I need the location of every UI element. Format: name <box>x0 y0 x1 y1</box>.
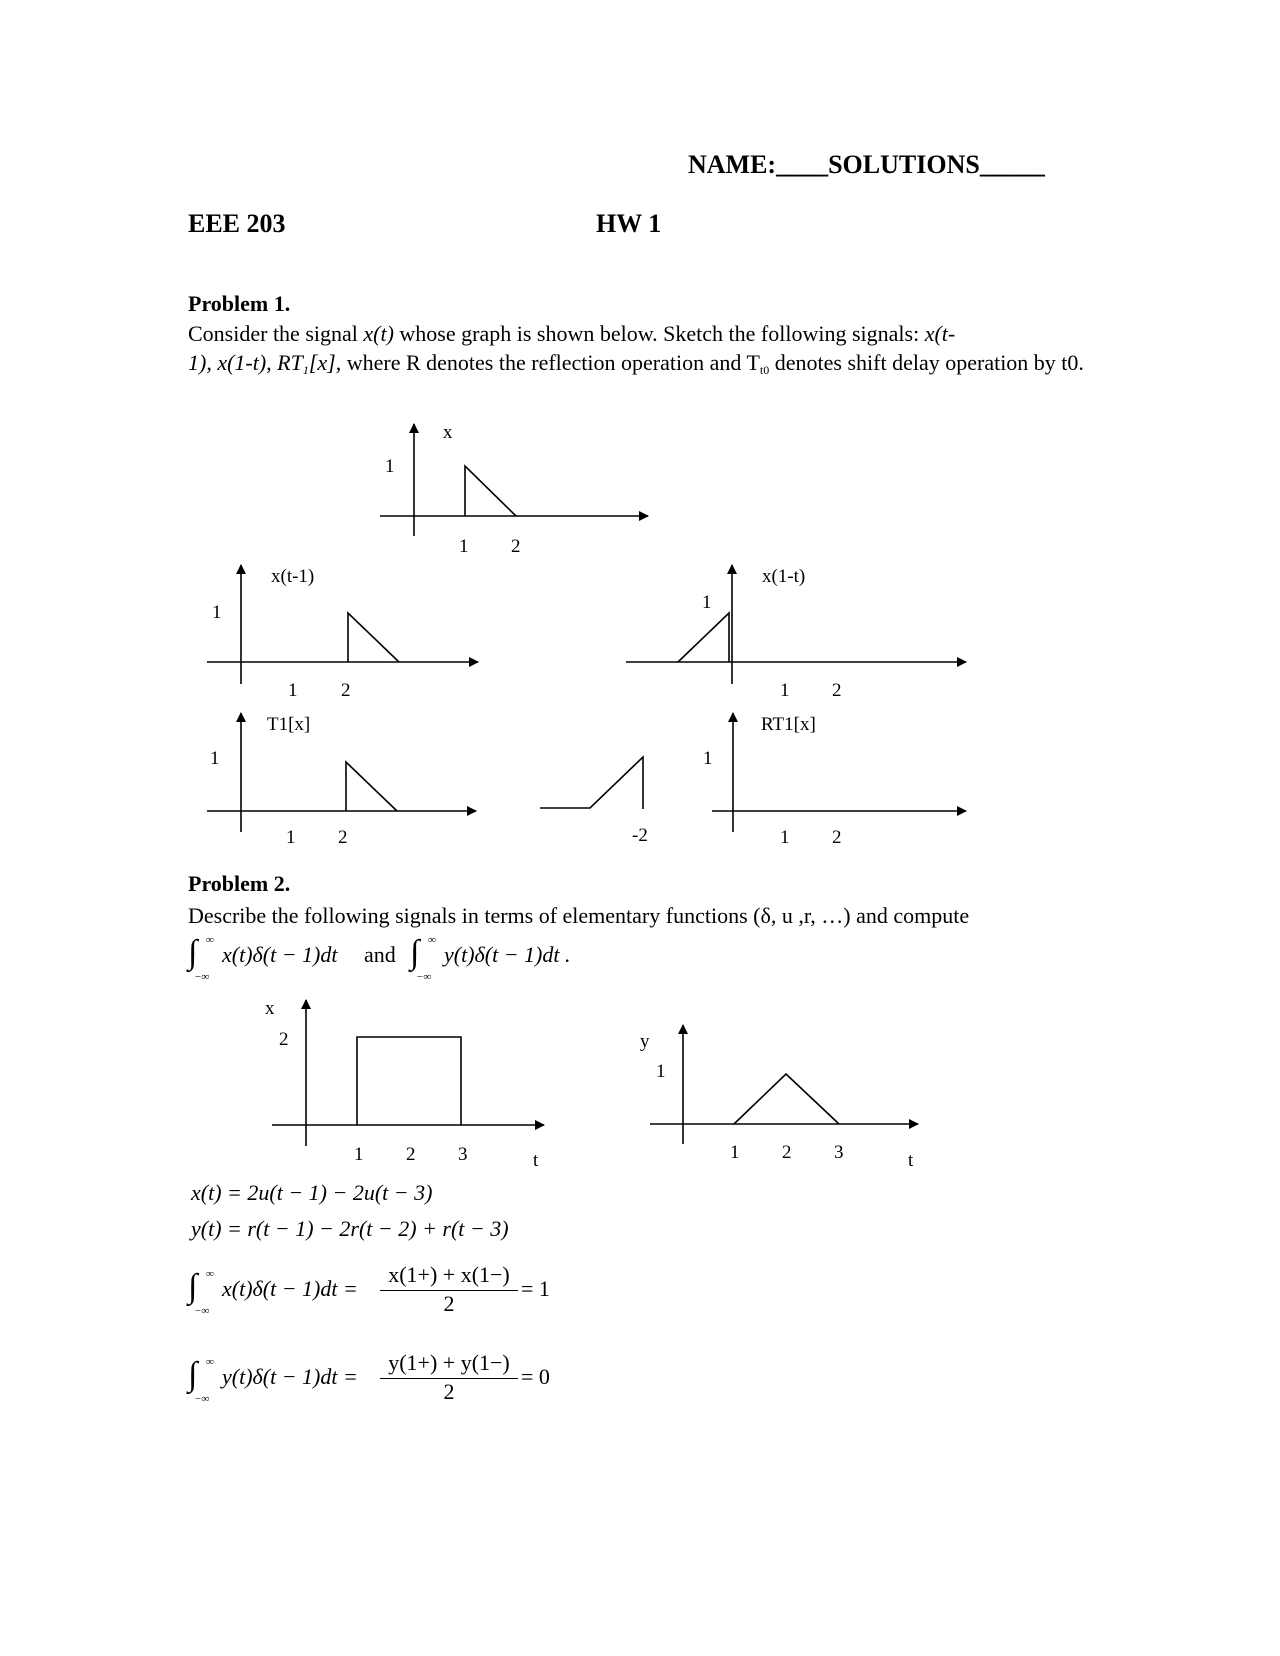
graph-p2x-tick-1: 1 <box>354 1144 364 1165</box>
graph-p2x-ylabel: x <box>265 998 275 1019</box>
sol-int-y-upper: ∞ <box>206 1356 214 1368</box>
int-and: and <box>364 942 396 967</box>
graph-xshift-label: x(t-1) <box>271 566 315 587</box>
p1-text-c: where R denotes the reflection operation and T <box>341 350 760 375</box>
graph-t1-amp: 1 <box>210 748 220 769</box>
sol-int-x-lhs: x(t)δ(t − 1)dt = <box>222 1276 358 1301</box>
graph-p2x-tick-2: 2 <box>406 1144 416 1165</box>
p1-text-a: Consider the signal <box>188 321 364 346</box>
sol-int-x-den: 2 <box>443 1291 455 1316</box>
integral-x-solution <box>188 1262 588 1338</box>
int-x-upper: ∞ <box>206 934 214 946</box>
problem-2-heading: Problem 2. <box>188 871 291 896</box>
sol-int-x-lower: −∞ <box>194 1305 210 1317</box>
graph-xshift-tick-1: 1 <box>288 680 298 701</box>
graph-x-amp: 1 <box>385 456 395 477</box>
p1-text-b: whose graph is shown below. Sketch the following signals: <box>393 321 925 346</box>
graph-xshift-signal <box>348 613 399 662</box>
graph-x-tick-2: 2 <box>511 536 521 557</box>
int-y-lower: −∞ <box>416 971 432 983</box>
integral-sign-y: ∫ <box>410 934 420 971</box>
graph-xflip-amp: 1 <box>702 592 712 613</box>
graph-xflip-label: x(1-t) <box>762 566 806 587</box>
graph-rt1-tick-1: 1 <box>780 827 790 848</box>
p1-list-b: 1), x(1-t), RT <box>188 350 303 375</box>
graph-rt1-amp: 1 <box>703 748 713 769</box>
sol-int-x-upper: ∞ <box>206 1268 214 1280</box>
sol-int-x-num: x(1+) + x(1−) <box>380 1262 518 1291</box>
p1-t0-sub: t0 <box>759 363 770 377</box>
graph-p2y-ylabel: y <box>640 1031 650 1052</box>
p1-list-sub: 1 <box>302 363 309 377</box>
y-expression-text: y(t) = r(t − 1) − 2r(t − 2) + r(t − 3) <box>191 1216 509 1241</box>
sol-int-y-lhs: y(t)δ(t − 1)dt = <box>222 1364 358 1389</box>
int-y-upper: ∞ <box>428 934 436 946</box>
int-x-expr: x(t)δ(t − 1)dt <box>222 942 338 967</box>
int-x-lower: −∞ <box>194 971 210 983</box>
sol-int-y-result: = 0 <box>521 1364 550 1389</box>
sol-int-y-fraction <box>380 1350 518 1405</box>
graph-p2y-amp: 1 <box>656 1061 666 1082</box>
graph-t1-signal <box>346 762 397 811</box>
graph-t1-label: T1[x] <box>267 714 311 735</box>
graph-p2x-amp: 2 <box>279 1029 289 1050</box>
p1-list-c: [x], <box>308 350 342 375</box>
integral-y-solution <box>188 1350 588 1426</box>
x-expression-text: x(t) = 2u(t − 1) − 2u(t − 3) <box>191 1180 433 1205</box>
sol-int-x-sign: ∫ <box>188 1268 198 1305</box>
graph-p2x-tick-3: 3 <box>458 1144 468 1165</box>
graph-xflip-tick-1: 1 <box>780 680 790 701</box>
graph-p2y-tick-2: 2 <box>782 1142 792 1163</box>
graph-rt1-signal <box>540 757 643 809</box>
graph-p2y-tick-1: 1 <box>730 1142 740 1163</box>
graph-xflip-tick-2: 2 <box>832 680 842 701</box>
course-code: EEE 203 <box>188 209 286 238</box>
problem-2-text: Describe the following signals in terms of elementary functions (δ, u ,r, …) and compute <box>188 903 970 928</box>
graph-rt1-label: RT1[x] <box>761 714 816 735</box>
int-y-expr: y(t)δ(t − 1)dt . <box>444 942 571 967</box>
graph-p2y-tick-3: 3 <box>834 1142 844 1163</box>
problem-1-heading: Problem 1. <box>188 291 291 316</box>
sol-int-y-lower: −∞ <box>194 1393 210 1405</box>
graph-xshift-amp: 1 <box>212 602 222 623</box>
sol-int-y-den: 2 <box>443 1379 455 1404</box>
p1-signal: x(t) <box>363 321 394 346</box>
graph-x-tick-1: 1 <box>459 536 469 557</box>
sol-int-x-result: = 1 <box>521 1276 550 1301</box>
graph-p2y-tlabel: t <box>908 1150 914 1171</box>
y-expression <box>191 1216 509 1242</box>
x-expression <box>191 1180 432 1206</box>
graph-xflip-signal <box>678 613 729 662</box>
graph-x-label: x <box>443 422 453 443</box>
graph-p2x-tlabel: t <box>533 1150 539 1171</box>
graph-rt1-tick-2: 2 <box>832 827 842 848</box>
p1-text-d: denotes shift delay operation by t0. <box>769 350 1084 375</box>
sol-int-x-fraction <box>380 1262 518 1317</box>
sol-int-y-num: y(1+) + y(1−) <box>380 1350 518 1379</box>
graph-t1-tick-2: 2 <box>338 827 348 848</box>
graph-xshift-tick-2: 2 <box>341 680 351 701</box>
integral-sign-x: ∫ <box>188 934 198 971</box>
graph-rt1-neg-tick: -2 <box>632 825 648 846</box>
graph-t1-tick-1: 1 <box>286 827 296 848</box>
graph-x-signal <box>465 466 516 516</box>
sol-int-y-sign: ∫ <box>188 1356 198 1393</box>
name-line: NAME:____SOLUTIONS_____ <box>688 150 1045 179</box>
assignment-title: HW 1 <box>596 209 662 238</box>
p1-list-a: x(t- <box>924 321 956 346</box>
